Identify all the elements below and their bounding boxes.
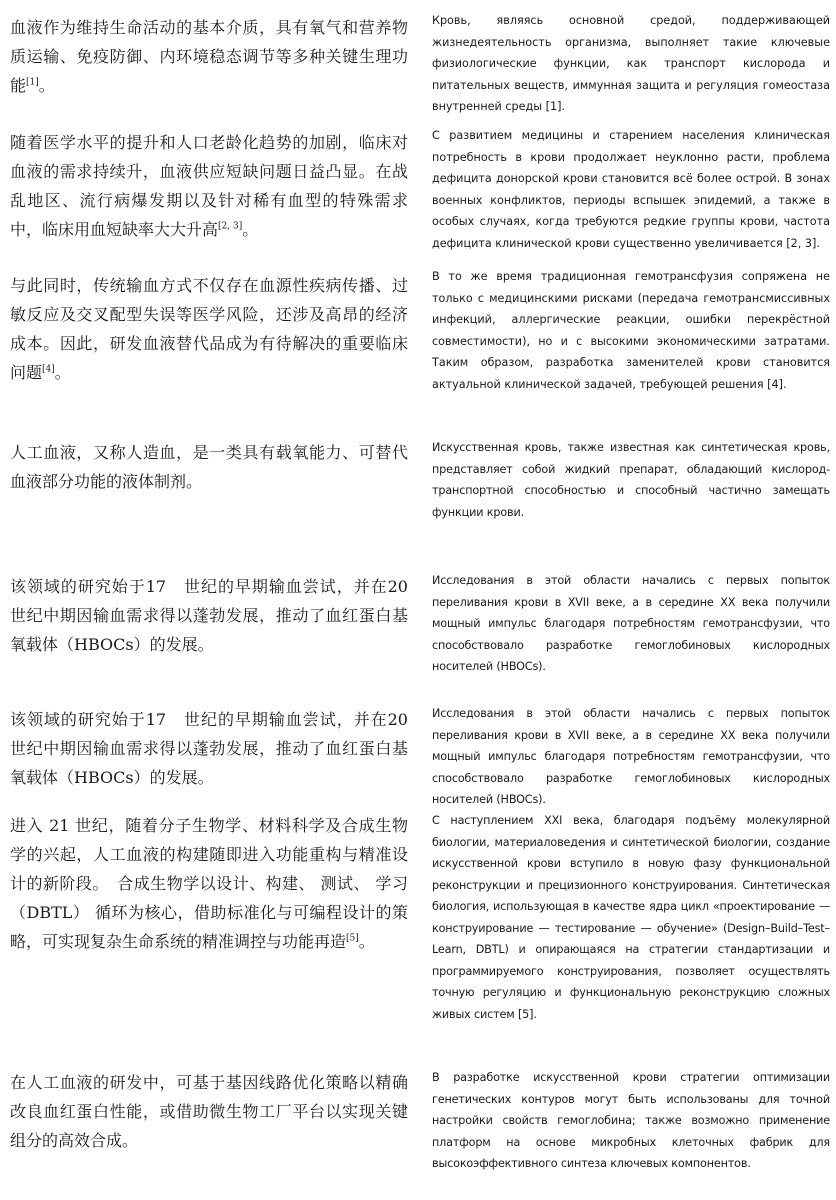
ru-paragraph-3: В то же время традиционная гемотрансфузия сопряжена не только с медицинскими рисками (передача гемотрансмиссивных инфекций, аллергические реакции, ошибки перекрёстной совместимости), но и с высокими экономическими затратами. Таким образом, разработка заменителей крови становится актуальной клинической задачей, требующей решения [4].	[432, 270, 830, 391]
zh-paragraph-3	[10, 271, 408, 387]
zh-end: 。	[358, 932, 375, 951]
ru-paragraph-8: В разработке искусственной крови стратегии оптимизации генетических контуров могут быть использованы для точной настройки свойств гемоглобина; также возможно применение платформ на основе микробных клеточных фабрик для высокоэффективного синтеза ключевых компонентов.	[432, 1071, 830, 1170]
zh-text: 与此同时，传统输血方式不仅存在血源性疾病传播、过敏反应及交叉配型失误等医学风险，还涉及高昂的经济成本。因此，研发血液替代品成为有待解决的重要临床问题	[10, 276, 408, 382]
zh-paragraph-5: 该领域的研究始于17 世纪的早期输血尝试，并在20 世纪中期因输血需求得以蓬勃发展，推动了血红蛋白基氧载体（HBOCs）的发展。	[10, 577, 425, 654]
zh-paragraph-4: 人工血液，又称人造血，是一类具有载氧能力、可替代血液部分功能的液体制剂。	[10, 443, 408, 491]
zh-end: 。	[242, 220, 259, 239]
citation: [5]	[346, 933, 359, 944]
zh-text: 血液作为维持生命活动的基本介质，具有氧气和营养物质运输、免疫防御、内环境稳态调节等多种关键生理功能	[10, 18, 408, 95]
citation: [1]	[26, 77, 39, 88]
citation: [4]	[42, 364, 55, 375]
ru-paragraph-1: Кровь, являясь основной средой, поддерживающей жизнедеятельность организма, выполняет такие ключевые физиологические функции, как транспорт кислорода и питательных веществ, иммунная защита и регуляция гомеостаза внутренней среды [1].	[432, 14, 830, 113]
ru-paragraph-6: Исследования в этой области начались с первых попыток переливания крови в XVII веке, а в середине XX века получили мощный импульс благодаря потребностям гемотрансфузии, что способствовало разработке гемоглобиновых кислородных носителей (HBOCs).	[432, 707, 830, 806]
citation: [2, 3]	[218, 221, 243, 232]
zh-paragraph-6: 该领域的研究始于17 世纪的早期输血尝试，并在20 世纪中期因输血需求得以蓬勃发展，推动了血红蛋白基氧载体（HBOCs）的发展。	[10, 710, 425, 787]
zh-paragraph-2	[10, 128, 408, 244]
zh-text: 随着医学水平的提升和人口老龄化趋势的加剧，临床对血液的需求持续升，血液供应短缺问题日益凸显。在战乱地区、流行病爆发期以及针对稀有血型的特殊需求中，临床用血短缺率大大升高	[10, 133, 408, 239]
zh-end: 。	[38, 76, 55, 95]
zh-paragraph-8: 在人工血液的研发中，可基于基因线路优化策略以精确改良血红蛋白性能，或借助微生物工厂平台以实现关键组分的高效合成。	[10, 1073, 408, 1150]
ru-paragraph-5: Исследования в этой области начались с первых попыток переливания крови в XVII веке, а в середине XX века получили мощный импульс благодаря потребностям гемотрансфузии, что способствовало разработке гемоглобиновых кислородных носителей (HBOCs).	[432, 574, 830, 673]
ru-paragraph-7: С наступлением XXI века, благодаря подъёму молекулярной биологии, материаловедения и синтетической биологии, создание искусственной крови вступило в новую фазу функциональной реконструкции и прецизионного конструирования. Синтетическая биология, использующая в качестве ядра цикл «проектирование — конструирование — тестирование — обучение» (Design–Build–Test–Learn, DBTL) и опирающаяся на стратегии стандартизации и программируемого конструирования, позволяет осуществлять точную регуляцию и функциональную реконструкцию сложных живых систем [5].	[432, 814, 830, 1021]
zh-paragraph-1	[10, 13, 408, 100]
ru-paragraph-2: С развитием медицины и старением населения клиническая потребность в крови продолжает неуклонно расти, проблема дефицита донорской крови становится всё более острой. В зонах военных конфликтов, периоды вспышек эпидемий, а также в особых случаях, когда требуются редкие группы крови, частота дефицита клинической крови существенно увеличивается [2, 3].	[432, 129, 830, 250]
zh-end: 。	[54, 363, 71, 382]
ru-paragraph-4: Искусственная кровь, также известная как синтетическая кровь, представляет собой жидкий препарат, обладающий кислород-транспортной способностью и способный частично замещать функции крови.	[432, 441, 830, 519]
zh-paragraph-7	[10, 811, 408, 956]
zh-text: 进入 21 世纪，随着分子生物学、材料科学及合成生物学的兴起，人工血液的构建随即进入功能重构与精准设计的新阶段。 合成生物学以设计、构建、 测试、 学习（DBTL） 循环为核心，借助标准化与可编程设计的策略，可实现复杂生命系统的精准调控与功能再造	[10, 816, 408, 951]
